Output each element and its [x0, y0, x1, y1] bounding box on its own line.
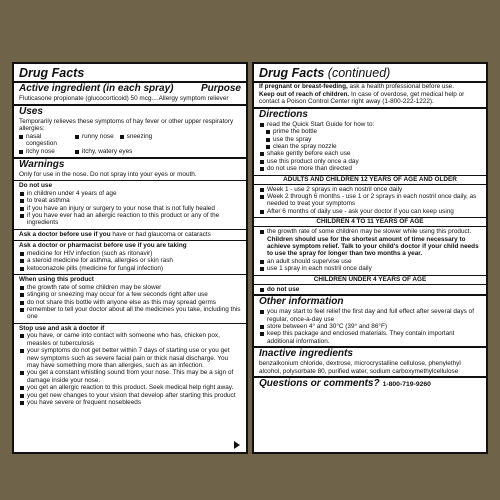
list-item: Week 1 - use 2 sprays in each nostril once daily	[259, 186, 481, 193]
ask-doctor-line: Ask a doctor before use if you have or had glaucoma or cataracts	[19, 230, 211, 238]
list-item: use 1 spray in each nostril once daily	[259, 265, 481, 272]
quick-start-sublist	[259, 128, 481, 150]
directions-list	[259, 121, 481, 128]
under4-list	[259, 286, 481, 293]
pregnancy-warning: If pregnant or breast-feeding, ask a health professional before use.	[259, 83, 455, 90]
list-item: store between 4° and 30°C (39° and 86°F)	[259, 323, 481, 330]
children-list	[259, 228, 481, 272]
list-item: shake gently before each use	[259, 150, 481, 157]
list-item: to treat asthma	[19, 197, 241, 204]
list-item: your symptoms do not get better within 7 days of starting use or you get new symptoms such as severe facial pain or thick nasal discharge. You may have something more than allergies, such as an infection.	[19, 347, 241, 369]
when-using-heading: When using this product	[19, 276, 94, 284]
list-item: read the Quick Start Guide for how to:	[259, 121, 481, 128]
symptom-item: nasal congestion	[19, 133, 69, 148]
drug-facts-right-panel	[252, 62, 488, 454]
uses-heading: Uses	[19, 105, 43, 117]
ask-pharmacist-heading: Ask a doctor or pharmacist before use if you are taking	[19, 242, 187, 250]
symptom-item: runny nose	[75, 133, 114, 148]
inactive-heading: Inactive ingredients	[259, 348, 353, 360]
stop-use-list	[19, 332, 241, 406]
purpose-heading: Purpose	[200, 83, 241, 94]
list-item: you get new changes to your vision that develop after starting this product	[19, 392, 241, 399]
drug-facts-title: Drug Facts	[19, 66, 85, 80]
drug-facts-left-panel	[12, 62, 248, 454]
drug-facts-continued-title: Drug Facts (continued)	[259, 66, 391, 80]
list-item: stinging or sneezing may occur for a few seconds right after use	[19, 291, 241, 298]
list-item: clean the spray nozzle	[259, 143, 481, 150]
list-item: remember to tell your doctor about all the medicines you take, including this one	[19, 306, 241, 321]
list-item: use this product only once a day	[259, 158, 481, 165]
symptom-item: itchy, watery eyes	[75, 148, 132, 156]
list-item: an adult should supervise use	[259, 258, 481, 265]
adults-bar: ADULTS AND CHILDREN 12 YEARS OF AGE AND OLDER	[254, 175, 486, 185]
ask-pharmacist-list	[19, 250, 241, 272]
continue-arrow-icon	[234, 441, 240, 449]
symptom-list	[19, 133, 241, 148]
list-item: After 6 months of daily use - ask your doctor if you can keep using	[259, 208, 481, 215]
list-item: Week 2 through 6 months - use 1 or 2 sprays in each nostril once daily, as needed to treat your symptoms	[259, 193, 481, 208]
do-not-use-list	[19, 190, 241, 227]
list-item: you get a constant whistling sound from your nose. This may be a sign of damage inside your nose.	[19, 369, 241, 384]
directions-heading: Directions	[259, 108, 308, 120]
children-bar: CHILDREN 4 TO 11 YEARS OF AGE	[254, 217, 486, 227]
adults-list	[259, 186, 481, 216]
list-item: you get an allergic reaction to this product. Seek medical help right away.	[19, 384, 241, 391]
symptom-item: itchy nose	[19, 148, 69, 156]
list-item: if you have an injury or surgery to your nose that is not fully healed	[19, 205, 241, 212]
questions-row	[259, 378, 481, 390]
list-item: in children under 4 years of age	[19, 190, 241, 197]
list-item: you have severe or frequent nosebleeds	[19, 399, 241, 406]
when-using-list	[19, 284, 241, 321]
warnings-heading: Warnings	[19, 158, 65, 170]
stop-use-heading: Stop use and ask a doctor if	[19, 324, 105, 332]
list-item: the growth rate of some children may be slower	[19, 284, 241, 291]
list-item: keep this package and enclosed materials. They contain important additional information.	[259, 330, 481, 345]
questions-heading: Questions or comments?	[259, 378, 380, 390]
symptom-item: sneezing	[120, 133, 153, 148]
active-ingredient-line: Fluticasone propionate (glucocorticoid) 50 mcg....Allergy symptom reliever	[19, 95, 229, 102]
list-item: do not use more than directed	[259, 165, 481, 172]
phone-number: 1-800-719-9260	[382, 381, 431, 389]
list-item: you may start to feel relief the first day and full effect after several days of regular, once-a-day use	[259, 308, 481, 323]
other-info-heading: Other information	[259, 296, 344, 308]
under4-bar: CHILDREN UNDER 4 YEARS OF AGE	[254, 275, 486, 285]
list-item: do not use	[259, 286, 481, 293]
list-item: prime the bottle	[259, 128, 481, 135]
list-item: do not share this bottle with anyone else as this may spread germs	[19, 299, 241, 306]
list-item: a steroid medicine for asthma, allergies or skin rash	[19, 257, 241, 264]
active-ingredient-heading: Active ingredient (in each spray)	[19, 83, 174, 94]
keep-out-of-reach: Keep out of reach of children. In case of overdose, get medical help or contact a Poison Control Center right away (1-800-222-1222).	[259, 90, 465, 106]
list-item: use the spray	[259, 136, 481, 143]
other-info-list	[259, 308, 481, 345]
uses-text: Temporarily relieves these symptoms of hay fever or other upper respiratory allergies:	[19, 117, 234, 133]
do-not-use-heading: Do not use	[19, 182, 53, 190]
list-item: the growth rate of some children may be slower while using this product. Children should use for the shortest amount of time necessary to achieve symptom relief. Talk to your child's doctor if your child needs to use the spray for longer than two months a year.	[259, 228, 481, 258]
warnings-text: Only for use in the nose. Do not spray into your eyes or mouth.	[19, 170, 197, 178]
list-item: medicine for HIV infection (such as ritonavir)	[19, 250, 241, 257]
list-item: ketoconazole pills (medicine for fungal infection)	[19, 265, 241, 272]
symptom-list	[19, 148, 241, 156]
directions-list	[259, 150, 481, 172]
inactive-text: benzalkonium chloride, dextrose, microcrystalline cellulose, phenylethyl alcohol, polysorbate 80, purified water, sodium carboxymethylcellulose	[259, 360, 461, 375]
list-item: you have, or came into contact with someone who has, chicken pox, measles or tuberculosis	[19, 332, 241, 347]
list-item: if you have ever had an allergic reaction to this product or any of the ingredients	[19, 212, 241, 227]
